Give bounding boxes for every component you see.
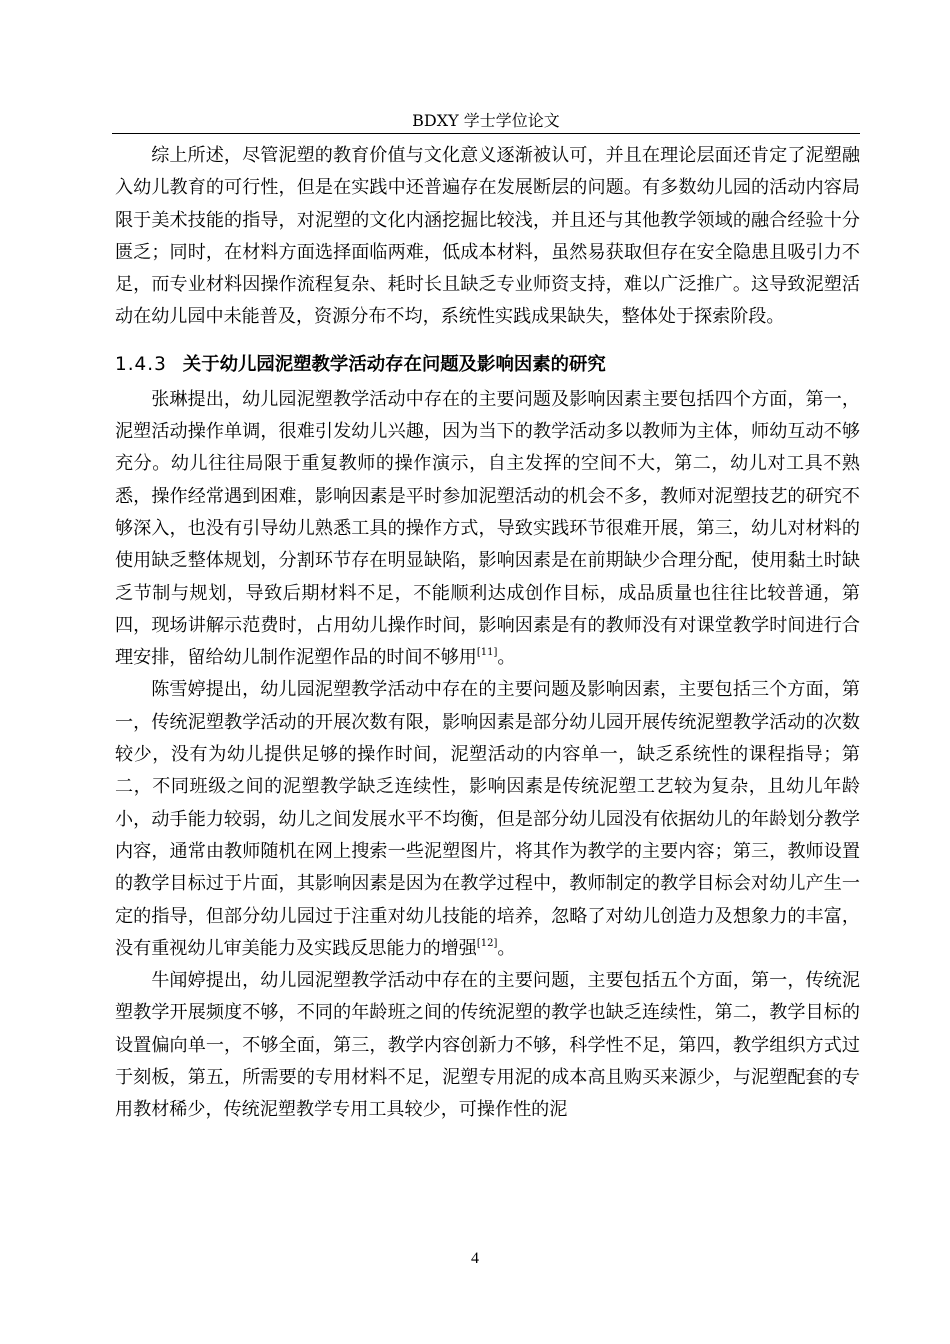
paragraph-summary: 综上所述，尽管泥塑的教育价值与文化意义逐渐被认可，并且在理论层面还肯定了泥塑融入幼儿教育的可行性，但是在实践中还普遍存在发展断层的问题。有多数幼儿园的活动内容局限于美术技能的指导，对泥塑的文化内涵挖掘比较浅，并且还与其他教学领域的融合经验十分匮乏；同时，在材料方面选择面临两难，低成本材料，虽然易获取但存在安全隐患且吸引力不足，而专业材料因操作流程复杂、耗时长且缺乏专业师资支持，难以广泛推广。这导致泥塑活动在幼儿园中未能普及，资源分布不均，系统性实践成果缺失，整体处于探索阶段。	[115, 145, 860, 328]
paragraph-chen-xueting	[115, 674, 860, 965]
running-header: BDXY 学士学位论文	[412, 111, 560, 130]
paragraph-niu-wenting: 牛闻婷提出，幼儿园泥塑教学活动中存在的主要问题，主要包括五个方面，第一，传统泥塑教学开展频度不够，不同的年龄班之间的传统泥塑的教学也缺乏连续性，第二，教学目标的设置偏向单一，不够全面，第三，教学内容创新力不够，科学性不足，第四，教学组织方式过于刻板，第五，所需要的专用材料不足，泥塑专用泥的成本高且购买来源少，与泥塑配套的专用教材稀少，传统泥塑教学专用工具较少，可操作性的泥	[115, 970, 860, 1121]
paragraph-zhang-lin-text: 张琳提出，幼儿园泥塑教学活动中存在的主要问题及影响因素主要包括四个方面，第一，泥塑活动操作单调，很难引发幼儿兴趣，因为当下的教学活动多以教师为主体，师幼互动不够充分。幼儿往往局限于重复教师的操作演示，自主发挥的空间不大，第二，幼儿对工具不熟悉，操作经常遇到困难，影响因素是平时参加泥塑活动的机会不多，教师对泥塑技艺的研究不够深入，也没有引导幼儿熟悉工具的操作方式，导致实践环节很难开展，第三，幼儿对材料的使用缺乏整体规划，分割环节存在明显缺陷，影响因素是在前期缺少合理分配，使用黏土时缺乏节制与规划，导致后期材料不足，不能顺利达成创作目标，成品质量也往往比较普通，第四，现场讲解示范费时，占用幼儿操作时间，影响因素是有的教师没有对课堂教学时间进行合理安排，留给幼儿制作泥塑作品的时间不够用	[115, 388, 860, 669]
citation-12: [12]	[476, 937, 498, 949]
section-title: 关于幼儿园泥塑教学活动存在问题及影响因素的研究	[182, 353, 606, 375]
citation-11: [11]	[476, 647, 498, 659]
section-number: 1.4.3	[115, 353, 167, 375]
header-rule	[112, 133, 860, 134]
section-heading	[115, 350, 860, 380]
paragraph-zhang-lin	[115, 384, 860, 675]
paragraph-chen-xueting-end: 。	[497, 937, 516, 959]
paragraph-chen-xueting-text: 陈雪婷提出，幼儿园泥塑教学活动中存在的主要问题及影响因素，主要包括三个方面，第一，传统泥塑教学活动的开展次数有限，影响因素是部分幼儿园开展传统泥塑教学活动的次数较少，没有为幼儿提供足够的操作时间，泥塑活动的内容单一，缺乏系统性的课程指导；第二，不同班级之间的泥塑教学缺乏连续性，影响因素是传统泥塑工艺较为复杂，且幼儿年龄小，动手能力较弱，幼儿之间发展水平不均衡，但是部分幼儿园没有依据幼儿的年龄划分教学内容，通常由教师随机在网上搜索一些泥塑图片，将其作为教学的主要内容；第三，教师设置的教学目标过于片面，其影响因素是因为在教学过程中，教师制定的教学目标会对幼儿产生一定的指导，但部分幼儿园过于注重对幼儿技能的培养，忽略了对幼儿创造力及想象力的丰富，没有重视幼儿审美能力及实践反思能力的增强	[115, 679, 860, 959]
paragraph-zhang-lin-end: 。	[497, 647, 516, 669]
page-number: 4	[471, 1250, 479, 1267]
document-body	[115, 140, 860, 1127]
